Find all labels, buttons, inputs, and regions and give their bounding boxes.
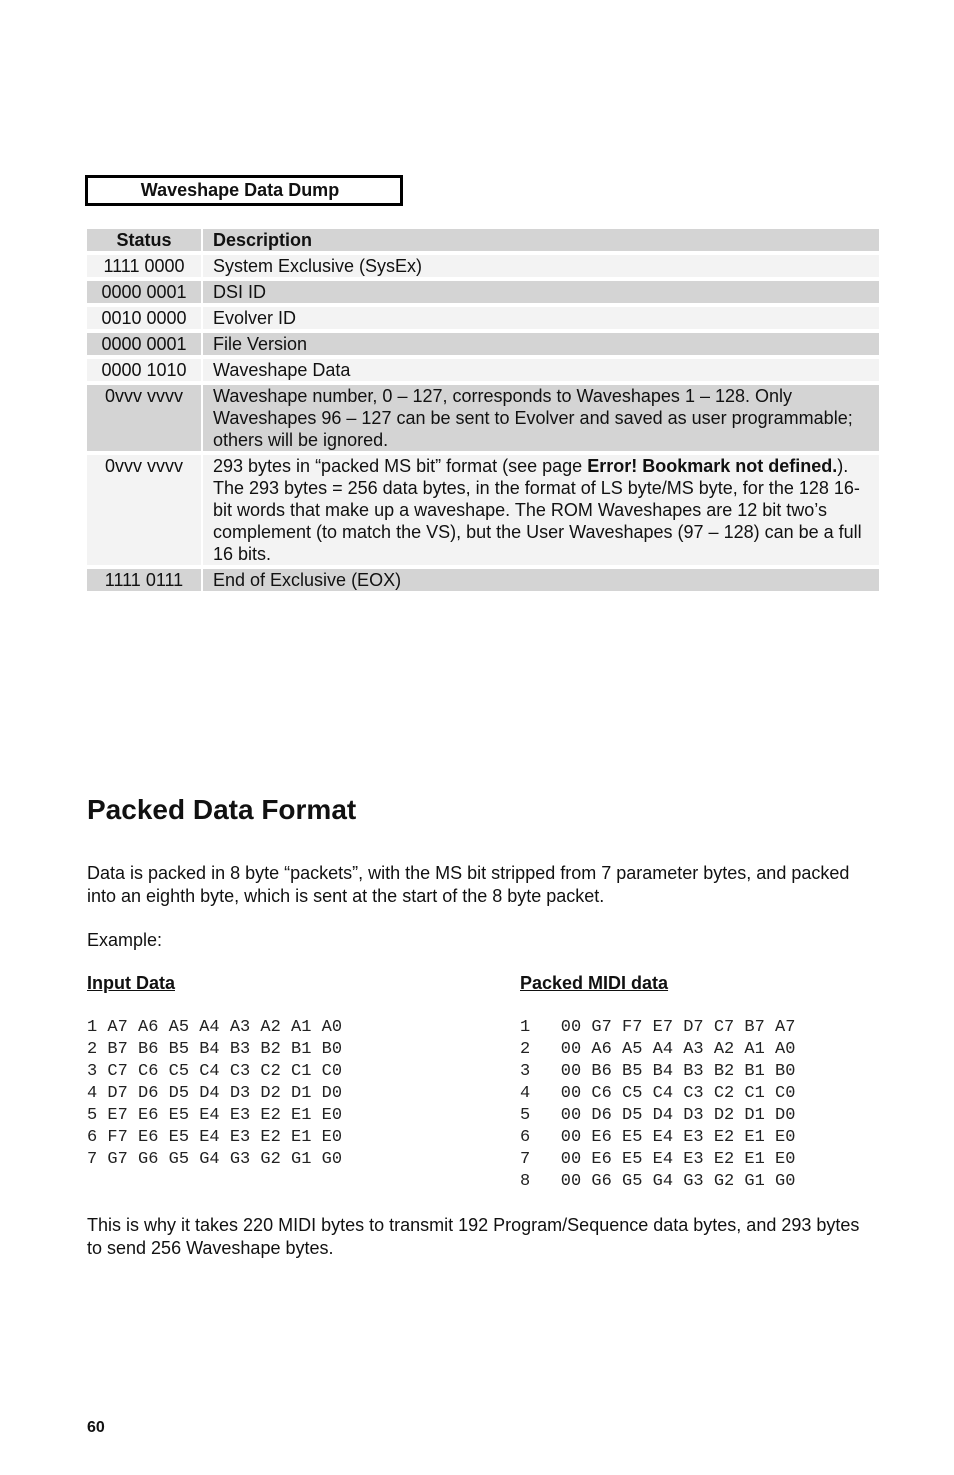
- packed-line: 4 00 C6 C5 C4 C3 C2 C1 C0: [520, 1084, 796, 1103]
- packed-line: 2 00 A6 A5 A4 A3 A2 A1 A0: [520, 1040, 796, 1059]
- description-cell: [203, 455, 879, 565]
- closing-paragraph: This is why it takes 220 MIDI bytes to transmit 192 Program/Sequence data bytes, and 293 bytes to send 256 Waveshape bytes.: [87, 1215, 860, 1258]
- packed-data-block: [520, 1017, 795, 1193]
- input-line: 1 A7 A6 A5 A4 A3 A2 A1 A0: [87, 1018, 343, 1037]
- table-row: [87, 455, 879, 565]
- table-row: [87, 333, 879, 355]
- status-header: Status: [87, 229, 201, 251]
- status-cell: 0vvv vvvv: [87, 385, 201, 451]
- description-cell: DSI ID: [203, 281, 879, 303]
- packed-line: 7 00 E6 E5 E4 E3 E2 E1 E0: [520, 1150, 796, 1169]
- section-title: Packed Data Format: [87, 794, 357, 825]
- intro-paragraph: Data is packed in 8 byte “packets”, with the MS bit stripped from 7 parameter bytes, and packed into an eighth byte, which is sent at the start of the 8 byte packet.: [87, 863, 850, 906]
- page-number: 60: [87, 1419, 105, 1436]
- example-label: Example:: [87, 930, 163, 950]
- table-header-row: [87, 229, 879, 251]
- status-cell: 0vvv vvvv: [87, 455, 201, 565]
- input-line: 7 G7 G6 G5 G4 G3 G2 G1 G0: [87, 1150, 343, 1169]
- packed-line: 3 00 B6 B5 B4 B3 B2 B1 B0: [520, 1062, 796, 1081]
- packed-line: 1 00 G7 F7 E7 D7 C7 B7 A7: [520, 1018, 796, 1037]
- table-row: [87, 359, 879, 381]
- table-title: Waveshape Data Dump: [140, 180, 340, 200]
- packed-midi-heading: Packed MIDI data: [520, 973, 669, 993]
- input-line: 2 B7 B6 B5 B4 B3 B2 B1 B0: [87, 1040, 343, 1059]
- status-cell: 1111 0000: [87, 255, 201, 277]
- description-cell: End of Exclusive (EOX): [203, 569, 879, 591]
- description-cell: System Exclusive (SysEx): [203, 255, 879, 277]
- bookmark-error-text: Error! Bookmark not defined.: [587, 456, 838, 476]
- description-cell: Evolver ID: [203, 307, 879, 329]
- table-row: [87, 255, 879, 277]
- input-line: 6 F7 E6 E5 E4 E3 E2 E1 E0: [87, 1128, 343, 1147]
- description-header: Description: [203, 229, 879, 251]
- table-row: [87, 569, 879, 591]
- status-cell: 0000 0001: [87, 281, 201, 303]
- table-row: [87, 307, 879, 329]
- waveshape-dump-table: [85, 225, 881, 595]
- description-cell: File Version: [203, 333, 879, 355]
- table-title-box: [85, 175, 403, 206]
- input-line: 3 C7 C6 C5 C4 C3 C2 C1 C0: [87, 1062, 343, 1081]
- input-data-heading: Input Data: [87, 973, 175, 993]
- input-data-block: [87, 1017, 342, 1171]
- status-cell: 0000 1010: [87, 359, 201, 381]
- status-cell: 1111 0111: [87, 569, 201, 591]
- packed-line: 8 00 G6 G5 G4 G3 G2 G1 G0: [520, 1172, 796, 1191]
- input-line: 4 D7 D6 D5 D4 D3 D2 D1 D0: [87, 1084, 343, 1103]
- description-cell: Waveshape Data: [203, 359, 879, 381]
- status-cell: 0000 0001: [87, 333, 201, 355]
- packed-line: 6 00 E6 E5 E4 E3 E2 E1 E0: [520, 1128, 796, 1147]
- input-line: 5 E7 E6 E5 E4 E3 E2 E1 E0: [87, 1106, 343, 1125]
- description-text: 293 bytes in “packed MS bit” format (see page: [213, 456, 588, 476]
- description-cell: Waveshape number, 0 – 127, corresponds to Waveshapes 1 – 128. Only Waveshapes 96 – 127 can be sent to Evolver and saved as user programmable; others will be ignored.: [203, 385, 879, 451]
- packed-line: 5 00 D6 D5 D4 D3 D2 D1 D0: [520, 1106, 796, 1125]
- table-row: [87, 281, 879, 303]
- description-text-cont: ). The 293 bytes = 256 data bytes, in the format of LS byte/MS byte, for the 128 16-bit words that make up a waveshape. The ROM Waveshapes are 12 bit two’s complement (to match the VS), but the User Waveshapes (97 – 128) can be a full 16 bits.: [213, 456, 862, 564]
- status-cell: 0010 0000: [87, 307, 201, 329]
- table-row: [87, 385, 879, 451]
